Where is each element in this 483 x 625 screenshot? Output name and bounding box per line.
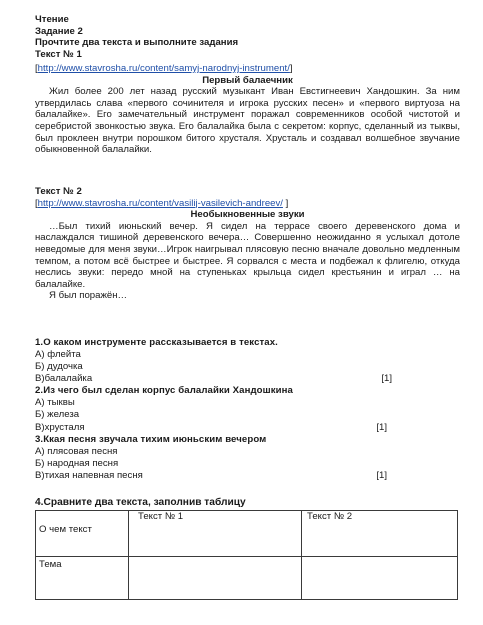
table-cell[interactable] xyxy=(302,557,458,600)
comparison-table xyxy=(35,510,458,600)
header xyxy=(35,14,460,60)
text2-section xyxy=(35,186,460,302)
text1-body: Жил более 200 лет назад русский музыкант Иван Евстигнеевич Хандошкин. За ним утвердилась слава «первого сочинителя и игрока русских песен» и «первого виртуоза на балалайке». Его замечательный инструмент поражал современников особой чистотой и серебристой звонкостью звука. Его балалайка была с секретом: корпус, сделанный из тыквы, был проклеен внутри порошком битого хрусталя. Хрусталь и создавал волшебное звучание обыкновенной балалайки. xyxy=(35,86,460,156)
answer-option[interactable]: В)хрусталя xyxy=(35,421,85,433)
table-row-label: О чем текст xyxy=(36,511,129,557)
text1-section xyxy=(35,63,460,156)
text2-body: …Был тихий июньский вечер. Я сидел на террасе своего деревенского дома и наслаждался тишиной деревенского вечера… Совершенно неожиданно я услыхал дотоле неведомые для меня звуки…Игрок наигрывал плясовую песню вначале довольно медленным темпом, а потом всё быстрее и быстрее. Я сорвался с места и подбежал к флигелю, откуда неслись звуки: передо мной на ступеньках крыльца сидел крестьянин и играл … на балалайке. xyxy=(35,220,460,290)
question-title: 3.Ккая песня звучала тихим июньским вечером xyxy=(35,433,267,445)
task4-title: 4.Сравните два текста, заполнив таблицу xyxy=(35,497,246,508)
answer-option-row xyxy=(35,373,460,385)
instruction: Прочтите два текста и выполните задания xyxy=(35,37,239,49)
text2-link[interactable]: http://www.stavrosha.ru/content/vasilij-vasilevich-andreev/ xyxy=(37,197,283,209)
question-2 xyxy=(35,385,460,433)
text2-title: Необыкновенные звуки xyxy=(190,209,305,221)
score-mark: [1] xyxy=(381,373,392,385)
question-title: 1.О каком инструменте рассказывается в текстах. xyxy=(35,337,278,348)
question-title: 2.Из чего был сделан корпус балалайки Хандошкина xyxy=(35,385,293,397)
table-row-label: Тема xyxy=(36,557,129,600)
text1-link-line: [http://www.stavrosha.ru/content/samyj-narodnyj-instrument/] xyxy=(35,63,293,74)
answer-option[interactable]: В)тихая напевная песня xyxy=(35,470,143,482)
answer-option[interactable]: А) тыквы xyxy=(35,397,75,409)
text1-label: Текст № 1 xyxy=(35,48,82,60)
score-mark: [1] xyxy=(376,421,387,433)
table-col-header: Текст № 1 xyxy=(138,511,184,522)
text1-link[interactable]: http://www.stavrosha.ru/content/samyj-narodnyj-instrument/ xyxy=(37,63,290,74)
answer-option-row xyxy=(35,422,460,434)
question-3 xyxy=(35,434,460,482)
answer-option-row xyxy=(35,470,460,482)
table-cell[interactable] xyxy=(129,511,302,557)
question-1 xyxy=(35,337,460,385)
answer-option[interactable]: Б) народная песня xyxy=(35,457,119,469)
text1-title: Первый балаечник xyxy=(202,74,293,86)
text2-ending: Я был поражён… xyxy=(49,290,128,302)
score-mark: [1] xyxy=(376,470,387,482)
answer-option[interactable]: В)балалайка xyxy=(35,373,93,385)
section-title: Чтение xyxy=(35,14,69,25)
task-title: Задание 2 xyxy=(35,25,83,37)
answer-option[interactable]: Б) дудочка xyxy=(35,360,83,372)
answer-option[interactable]: Б) железа xyxy=(35,409,80,421)
table-col-header: Текст № 2 xyxy=(307,511,353,522)
text2-link-line: [http://www.stavrosha.ru/content/vasilij-vasilevich-andreev/ ] xyxy=(35,197,289,209)
questions xyxy=(35,337,460,482)
table-cell[interactable] xyxy=(302,511,458,557)
answer-option[interactable]: А) флейта xyxy=(35,348,81,360)
text2-label: Текст № 2 xyxy=(35,186,82,197)
answer-option[interactable]: А) плясовая песня xyxy=(35,445,118,457)
table-cell[interactable] xyxy=(129,557,302,600)
